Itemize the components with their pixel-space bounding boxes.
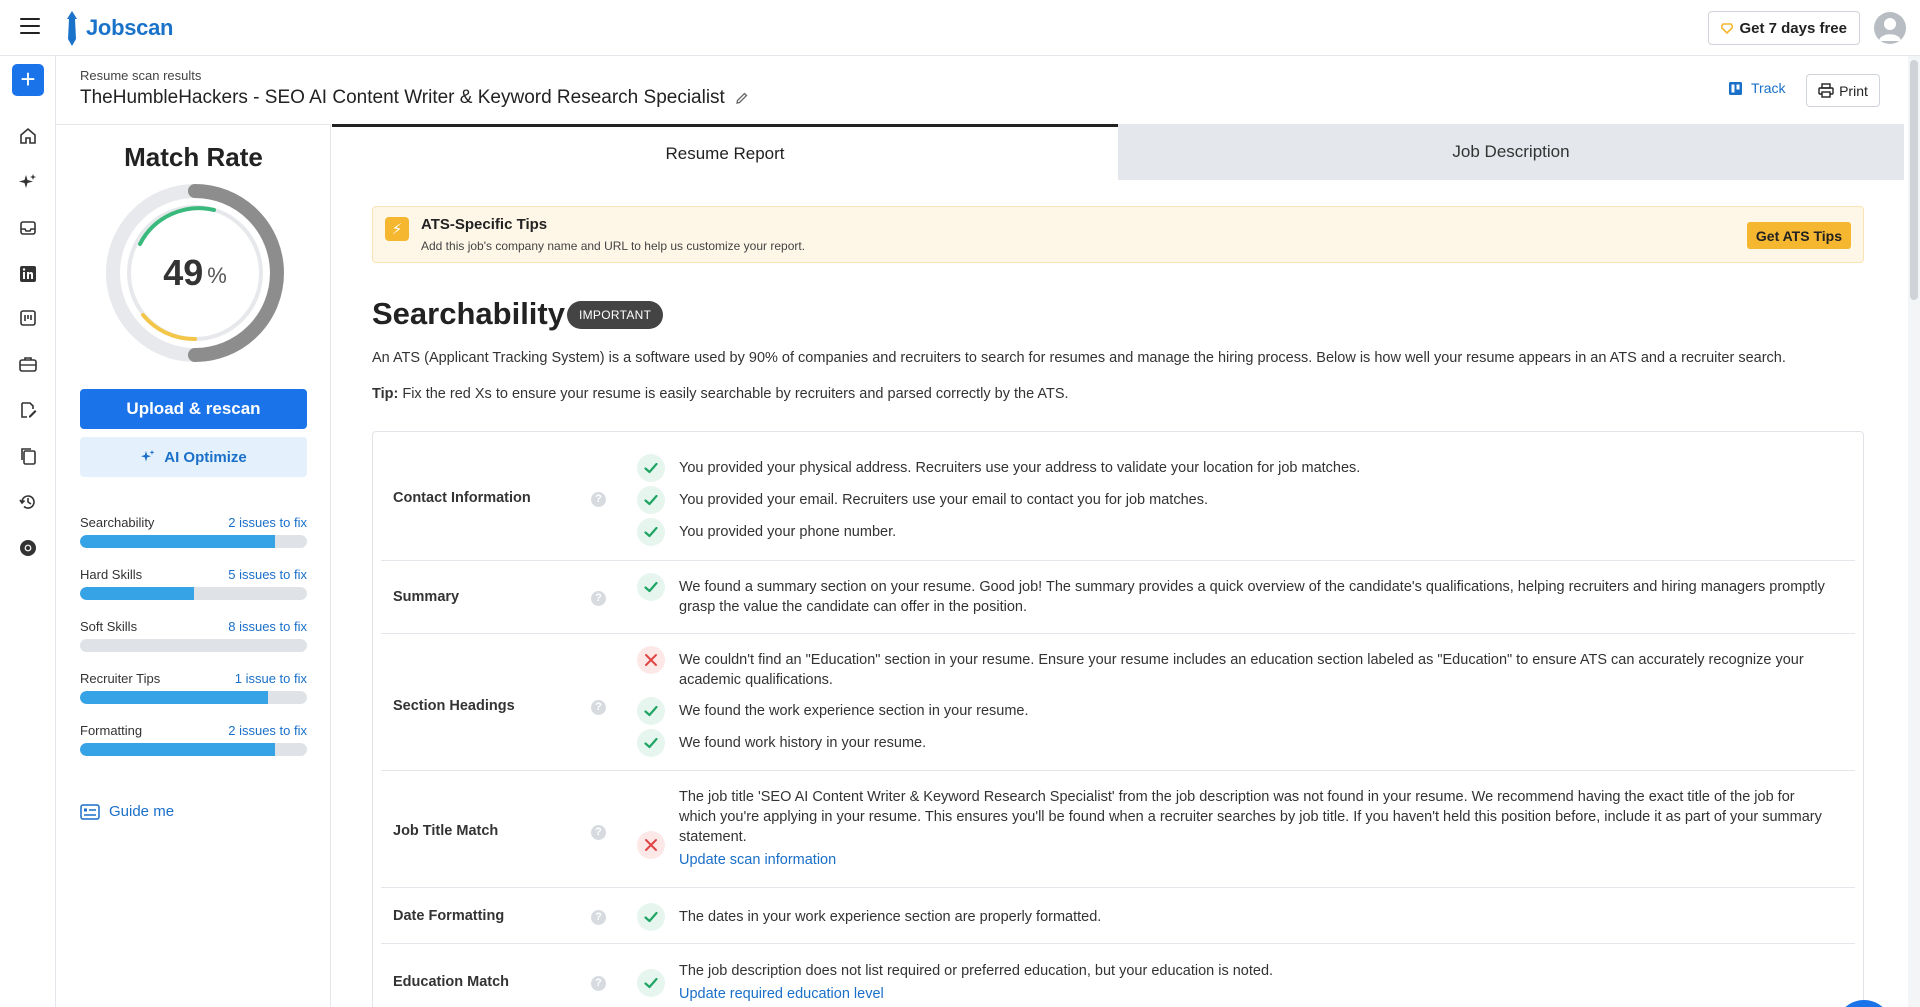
searchability-title: Searchability — [372, 296, 565, 331]
metric-bar-fill — [80, 535, 275, 548]
pencil-icon[interactable] — [735, 91, 749, 105]
metric-bar — [80, 535, 307, 548]
logo-text: Jobscan — [86, 15, 174, 40]
item-text-body: The job title 'SEO AI Content Writer & Keyword Research Specialist' from the job description was not found in your resume. We recommend having the exact title of the job for which you're applying in your resume. This ensures you'll be found when a recruiter searches by job title. If you haven't held this position before, include it as part of your summary statement. — [679, 789, 1822, 845]
scan-title: TheHumbleHackers - SEO AI Content Writer & Keyword Research Specialist — [80, 87, 725, 108]
check-icon — [637, 486, 665, 514]
guide-label: Guide me — [109, 803, 175, 820]
scrollbar-thumb[interactable] — [1910, 60, 1918, 300]
metric-bar-fill — [80, 587, 194, 600]
ats-title: ATS-Specific Tips — [421, 216, 548, 233]
inbox-icon[interactable] — [18, 218, 38, 238]
score-panel — [56, 124, 331, 1007]
metric-bar-fill — [80, 743, 275, 756]
item-text: We couldn't find an "Education" section in your resume. Ensure your resume includes an education section labeled as "Education" to ensure ATS can accurately recognize your academic qualifications. — [679, 652, 1804, 688]
new-scan-button[interactable]: + — [12, 64, 44, 96]
home-icon[interactable] — [18, 126, 38, 146]
board-icon[interactable] — [18, 308, 38, 328]
help-icon[interactable]: ? — [591, 591, 606, 606]
row-date-formatting — [381, 888, 1855, 944]
match-unit: % — [207, 263, 227, 288]
x-icon — [637, 831, 665, 859]
row-education-match — [381, 944, 1855, 1007]
diamond-icon — [1721, 23, 1733, 34]
help-icon[interactable]: ? — [591, 976, 606, 991]
user-icon — [1874, 12, 1906, 44]
linkedin-icon[interactable] — [18, 264, 38, 284]
searchability-description: An ATS (Applicant Tracking System) is a software used by 90% of companies and recruiters to search for resumes and manage the hiring process. Below is how well your resume appears in an ATS and a recruiter search. — [372, 350, 1786, 366]
item-text: You provided your email. Recruiters use your email to contact you for job matches. — [679, 492, 1208, 508]
metric-bar — [80, 639, 307, 652]
check-item — [637, 701, 1837, 725]
ai-optimize-label: AI Optimize — [164, 448, 247, 466]
check-item — [637, 650, 1837, 690]
tab-job-description[interactable]: Job Description — [1118, 124, 1904, 180]
match-rate-title: Match Rate — [124, 142, 263, 172]
ats-subtitle: Add this job's company name and URL to help us customize your report. — [421, 239, 806, 253]
metric-bar — [80, 587, 307, 600]
metric-searchability[interactable] — [80, 515, 307, 548]
match-number: 49 — [163, 252, 204, 293]
metric-bar-fill — [80, 691, 268, 704]
update-education-link[interactable]: Update required education level — [679, 986, 884, 1002]
row-label: Contact Information — [393, 490, 531, 506]
trial-button[interactable] — [1708, 11, 1860, 45]
item-text-body: The job description does not list required or preferred education, but your education is noted. — [679, 963, 1274, 979]
check-item — [637, 907, 1837, 931]
searchability-tip — [372, 386, 1069, 402]
metric-hard-skills[interactable] — [80, 567, 307, 600]
metric-issues[interactable]: 5 issues to fix — [228, 567, 307, 582]
metric-name: Formatting — [80, 723, 143, 738]
update-scan-info-link[interactable]: Update scan information — [679, 852, 837, 868]
check-item — [637, 490, 1837, 514]
item-text: We found the work experience section in your resume. — [679, 703, 1029, 719]
ai-optimize-button[interactable] — [80, 437, 307, 477]
guide-icon — [80, 804, 100, 820]
metric-bar — [80, 743, 307, 756]
sparkle-icon[interactable] — [18, 172, 38, 192]
ats-tips-banner — [372, 206, 1864, 263]
metric-name: Hard Skills — [80, 567, 143, 582]
row-label: Education Match — [393, 974, 510, 990]
history-icon[interactable] — [18, 492, 38, 512]
help-icon[interactable]: ? — [591, 825, 606, 840]
nav-rail — [0, 56, 56, 1007]
tip-label: Tip: — [372, 386, 399, 402]
check-item — [637, 458, 1837, 482]
avatar[interactable] — [1874, 12, 1906, 44]
row-label: Date Formatting — [393, 908, 505, 924]
trial-label: Get 7 days free — [1739, 19, 1847, 37]
sparkle-icon — [140, 449, 156, 465]
check-icon — [637, 903, 665, 931]
metric-name: Recruiter Tips — [80, 671, 161, 686]
metric-issues[interactable]: 2 issues to fix — [228, 515, 307, 530]
metric-name: Searchability — [80, 515, 155, 530]
item-text — [679, 961, 1273, 1004]
upload-rescan-button[interactable]: Upload & rescan — [80, 389, 307, 429]
print-button[interactable] — [1806, 74, 1880, 107]
item-text: The dates in your work experience section are properly formatted. — [679, 909, 1102, 925]
metric-name: Soft Skills — [80, 619, 138, 634]
metric-issues[interactable]: 1 issue to fix — [234, 671, 307, 686]
page-subtitle: Resume scan results — [80, 68, 202, 83]
help-icon[interactable]: ? — [591, 492, 606, 507]
help-icon[interactable]: ? — [591, 700, 606, 715]
metric-formatting[interactable] — [80, 723, 307, 756]
tab-resume-report[interactable]: Resume Report — [332, 124, 1118, 180]
page-title — [80, 87, 749, 109]
track-button[interactable] — [1728, 80, 1785, 96]
track-icon — [1728, 81, 1743, 96]
item-text: We found a summary section on your resume. Good job! The summary provides a quick overview of the candidate's qualifications, helping recruiters and hiring managers promptly grasp the value the candidate can offer in the position. — [679, 579, 1825, 615]
match-rate-value — [105, 183, 285, 363]
metric-issues[interactable]: 8 issues to fix — [228, 619, 307, 634]
tip-text: Fix the red Xs to ensure your resume is easily searchable by recruiters and parsed correctly by the ATS. — [398, 386, 1069, 402]
row-label: Section Headings — [393, 698, 515, 714]
check-item — [637, 577, 1837, 617]
get-ats-tips-button[interactable]: Get ATS Tips — [1747, 222, 1851, 249]
row-section-headings — [381, 634, 1855, 771]
jobscan-logo[interactable] — [64, 8, 173, 48]
metric-recruiter-tips[interactable] — [80, 671, 307, 704]
check-item — [637, 522, 1837, 546]
check-icon — [637, 573, 665, 601]
help-icon[interactable]: ? — [591, 910, 606, 925]
track-label: Track — [1751, 80, 1786, 96]
row-summary — [381, 561, 1855, 634]
important-badge: IMPORTANT — [567, 301, 663, 329]
menu-icon[interactable] — [20, 18, 40, 34]
item-text: We found work history in your resume. — [679, 735, 927, 751]
top-bar — [0, 0, 1920, 56]
check-icon — [637, 697, 665, 725]
row-label: Job Title Match — [393, 823, 499, 839]
check-item — [637, 787, 1825, 870]
metric-soft-skills[interactable] — [80, 619, 307, 652]
briefcase-icon[interactable] — [18, 354, 38, 374]
metric-issues[interactable]: 2 issues to fix — [228, 723, 307, 738]
check-icon — [637, 729, 665, 757]
edit-document-icon[interactable] — [18, 400, 38, 420]
item-text — [679, 787, 1825, 870]
check-item — [637, 961, 1837, 1004]
searchability-table — [372, 431, 1864, 1007]
chrome-icon[interactable] — [18, 538, 38, 558]
check-icon — [637, 969, 665, 997]
check-item — [637, 733, 1837, 757]
row-contact-information — [381, 432, 1855, 561]
row-job-title-match — [381, 771, 1855, 888]
printer-icon — [1818, 83, 1834, 98]
guide-me-link[interactable] — [80, 803, 174, 820]
copy-icon[interactable] — [18, 446, 38, 466]
lightning-icon: ⚡ — [385, 217, 409, 241]
row-label: Summary — [393, 589, 460, 605]
check-icon — [637, 518, 665, 546]
item-text: You provided your physical address. Recruiters use your address to validate your location for job matches. — [679, 460, 1361, 476]
metric-bar — [80, 691, 307, 704]
x-icon — [637, 646, 665, 674]
item-text: You provided your phone number. — [679, 524, 897, 540]
check-icon — [637, 454, 665, 482]
logo-mark-icon — [64, 9, 80, 47]
print-label: Print — [1839, 82, 1868, 99]
